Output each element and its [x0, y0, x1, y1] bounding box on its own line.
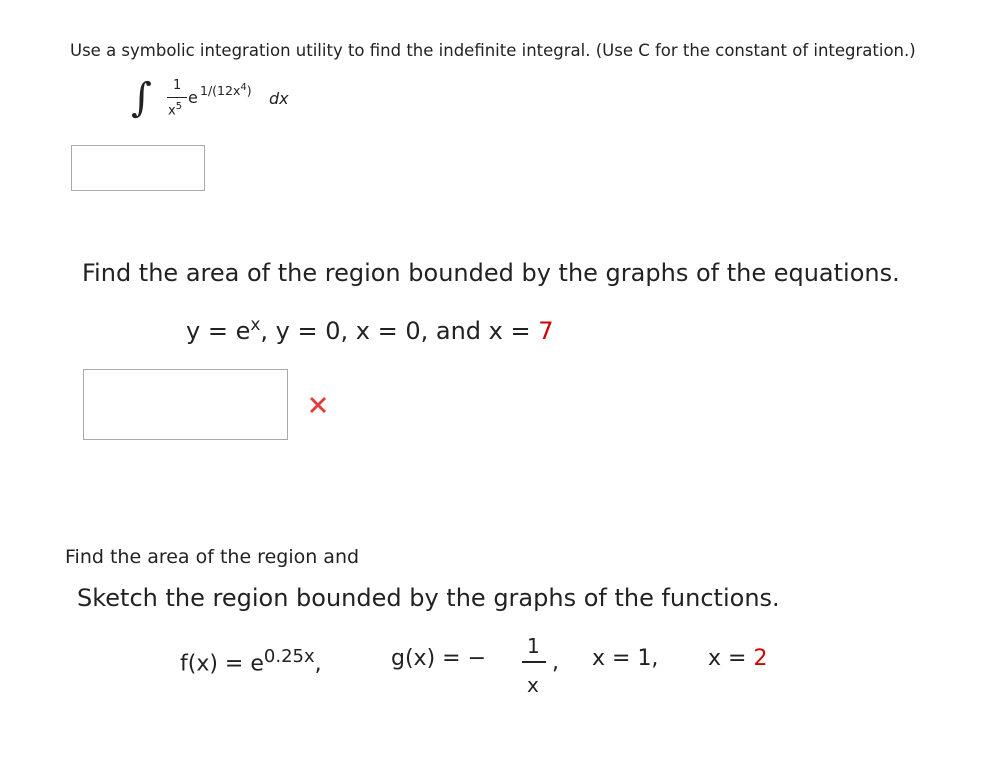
- question2-equation: $y = e^x$, y = 0, x = 0, and x = 7: [186, 315, 554, 345]
- exponent: $1/(12x^4)$: [200, 82, 252, 99]
- question2-prompt: Find the area of the region bounded by the graphs of the equations.: [82, 259, 900, 287]
- f-definition: $f(x) = e^{0.25x}$,: [180, 646, 322, 677]
- upper-bound-value: 2: [753, 646, 768, 671]
- g-fraction-numerator: 1: [527, 634, 540, 658]
- answer-input-2[interactable]: [83, 369, 288, 440]
- integral-sign: ∫: [131, 75, 152, 121]
- exponential-base: e: [188, 88, 198, 107]
- differential: dx: [269, 89, 289, 108]
- g-fraction-bar: [522, 661, 546, 663]
- g-definition: g(x) = −: [391, 646, 487, 671]
- fraction-denominator: $x^5$: [168, 101, 183, 119]
- upper-bound-3: x = 2: [708, 646, 768, 671]
- question3-instruction: Sketch the region bounded by the graphs of the functions.: [77, 584, 780, 612]
- g-comma: ,: [552, 650, 559, 675]
- question1-prompt: Use a symbolic integration utility to find the indefinite integral. (Use C for the constant of integration.): [70, 41, 916, 60]
- fraction-bar: [167, 97, 187, 98]
- fraction-numerator: 1: [173, 78, 182, 93]
- g-fraction-denominator: x: [527, 673, 539, 697]
- answer-input-1[interactable]: [71, 145, 205, 191]
- question3-prompt: Find the area of the region and: [65, 546, 360, 568]
- upper-bound: 7: [538, 317, 554, 345]
- incorrect-x-icon: [306, 393, 330, 417]
- lower-bound: x = 1,: [592, 646, 659, 671]
